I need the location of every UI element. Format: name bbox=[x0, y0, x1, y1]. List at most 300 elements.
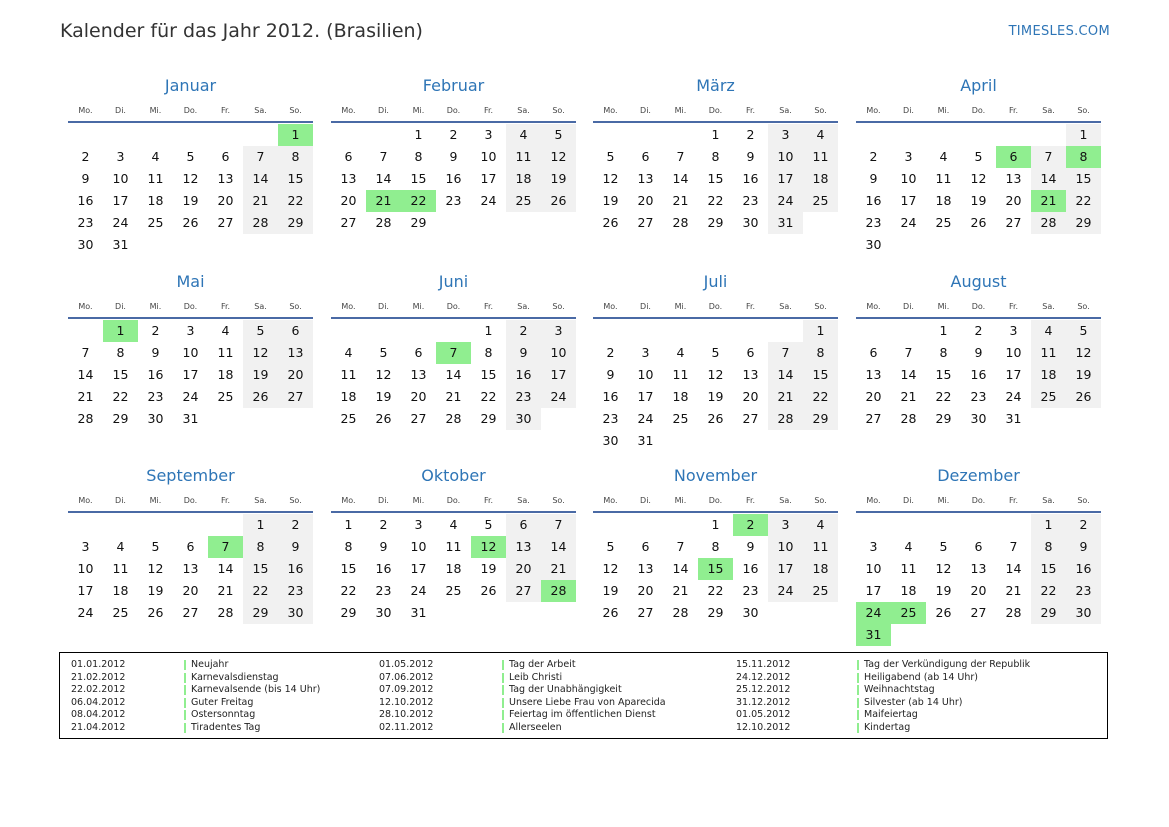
day-cell: 16 bbox=[742, 171, 759, 186]
weekday-label: Di. bbox=[378, 496, 389, 505]
day-cell: 30 bbox=[506, 408, 541, 430]
day-cell: 2 bbox=[506, 320, 541, 342]
weekday-label: Fr. bbox=[220, 496, 231, 505]
weekday-label: Do. bbox=[183, 496, 198, 505]
day-cell: 10 bbox=[865, 561, 882, 576]
weekday-label: So. bbox=[814, 302, 827, 311]
weekday-label: Sa. bbox=[517, 302, 530, 311]
day-cell: 6 bbox=[641, 149, 650, 164]
day-cell: 3 bbox=[768, 514, 803, 536]
weekday-label: So. bbox=[1077, 496, 1090, 505]
day-cell: 11 bbox=[1031, 342, 1066, 364]
legend-holiday-name bbox=[857, 709, 918, 721]
weekday-header bbox=[856, 300, 1101, 313]
day-cell: 29 bbox=[707, 605, 724, 620]
day-cell: 16 bbox=[445, 171, 462, 186]
holiday-day-cell: 8 bbox=[1066, 146, 1101, 168]
month-divider bbox=[856, 317, 1101, 319]
day-cell: 21 bbox=[672, 583, 689, 598]
day-cell: 31 bbox=[182, 411, 199, 426]
legend-marker bbox=[502, 698, 504, 708]
day-cell: 18 bbox=[147, 193, 164, 208]
day-cell: 21 bbox=[672, 193, 689, 208]
day-cell: 8 bbox=[1031, 536, 1066, 558]
weekday-label: Di. bbox=[903, 302, 914, 311]
day-cell: 12 bbox=[707, 367, 724, 382]
legend-date: 01.05.2012 bbox=[736, 709, 791, 721]
legend-holiday-label: Ostersonntag bbox=[191, 709, 256, 721]
day-cell: 23 bbox=[742, 583, 759, 598]
weekday-label: Sa. bbox=[1042, 302, 1055, 311]
weekday-label: Fr. bbox=[1008, 302, 1019, 311]
day-cell: 20 bbox=[506, 558, 541, 580]
legend-date: 07.06.2012 bbox=[379, 671, 434, 683]
day-cell: 16 bbox=[278, 558, 313, 580]
day-cell: 23 bbox=[1066, 580, 1101, 602]
weekday-label: Sa. bbox=[517, 496, 530, 505]
day-cell: 1 bbox=[711, 517, 720, 532]
month-divider bbox=[68, 317, 313, 319]
legend-holiday-name bbox=[857, 672, 978, 684]
day-cell: 4 bbox=[151, 149, 160, 164]
holiday-day-cell: 21 bbox=[1031, 190, 1066, 212]
weekday-label: Di. bbox=[378, 106, 389, 115]
day-cell: 26 bbox=[243, 386, 278, 408]
day-cell: 1 bbox=[711, 127, 720, 142]
legend-date: 07.09.2012 bbox=[379, 684, 434, 696]
day-cell: 27 bbox=[1005, 215, 1022, 230]
weekday-label: So. bbox=[289, 496, 302, 505]
day-cell: 18 bbox=[1031, 364, 1066, 386]
day-cell: 23 bbox=[375, 583, 392, 598]
month-title: März bbox=[696, 76, 735, 95]
day-cell: 6 bbox=[344, 149, 353, 164]
day-cell: 6 bbox=[221, 149, 230, 164]
day-cell: 20 bbox=[278, 364, 313, 386]
legend-marker bbox=[184, 698, 186, 708]
legend-marker bbox=[184, 660, 186, 670]
brand-link[interactable]: TIMESLES.COM bbox=[1008, 24, 1110, 39]
day-cell: 21 bbox=[900, 389, 917, 404]
legend-date: 21.04.2012 bbox=[71, 722, 126, 733]
day-cell: 2 bbox=[974, 323, 983, 338]
day-cell: 29 bbox=[1066, 212, 1101, 234]
day-cell: 12 bbox=[602, 561, 619, 576]
day-cell: 1 bbox=[1031, 514, 1066, 536]
day-cell: 24 bbox=[77, 605, 94, 620]
day-cell: 17 bbox=[112, 193, 129, 208]
legend-marker bbox=[857, 685, 859, 695]
legend-date: 22.02.2012 bbox=[71, 684, 126, 696]
weekday-label: Do. bbox=[971, 302, 986, 311]
month-divider bbox=[68, 121, 313, 123]
day-cell: 2 bbox=[278, 514, 313, 536]
day-cell: 14 bbox=[672, 561, 689, 576]
day-cell: 11 bbox=[900, 561, 917, 576]
legend-holiday-name bbox=[184, 709, 255, 721]
day-cell: 14 bbox=[541, 536, 576, 558]
day-cell: 12 bbox=[935, 561, 952, 576]
day-cell: 20 bbox=[410, 389, 427, 404]
day-cell: 29 bbox=[707, 215, 724, 230]
day-cell: 1 bbox=[803, 320, 838, 342]
day-cell: 4 bbox=[344, 345, 353, 360]
month-divider bbox=[856, 121, 1101, 123]
day-cell: 6 bbox=[278, 320, 313, 342]
day-cell: 11 bbox=[147, 171, 164, 186]
day-cell: 17 bbox=[480, 171, 497, 186]
weekday-label: Do. bbox=[971, 106, 986, 115]
day-cell: 5 bbox=[606, 149, 615, 164]
day-cell: 7 bbox=[768, 342, 803, 364]
weekday-label: Fr. bbox=[745, 106, 756, 115]
weekday-label: Do. bbox=[183, 302, 198, 311]
day-cell: 25 bbox=[445, 583, 462, 598]
month-title: Februar bbox=[422, 76, 485, 95]
weekday-header bbox=[68, 494, 313, 507]
day-cell: 13 bbox=[1005, 171, 1022, 186]
weekday-label: Mi. bbox=[149, 106, 162, 115]
day-cell: 2 bbox=[379, 517, 388, 532]
day-cell: 16 bbox=[970, 367, 987, 382]
day-cell: 31 bbox=[637, 433, 654, 448]
day-cell: 8 bbox=[711, 539, 720, 554]
day-cell: 19 bbox=[935, 583, 952, 598]
day-cell: 30 bbox=[970, 411, 987, 426]
day-cell: 29 bbox=[935, 411, 952, 426]
day-cell: 5 bbox=[186, 149, 195, 164]
day-cell: 2 bbox=[449, 127, 458, 142]
day-cell: 25 bbox=[803, 580, 838, 602]
weekday-label: Do. bbox=[446, 496, 461, 505]
weekday-header bbox=[68, 104, 313, 117]
day-cell: 3 bbox=[1009, 323, 1018, 338]
month-title: November bbox=[673, 466, 758, 485]
legend-holiday-label: Feiertag im öffentlichen Dienst bbox=[509, 709, 656, 721]
day-cell: 14 bbox=[445, 367, 462, 382]
day-cell: 30 bbox=[865, 237, 882, 252]
day-cell: 10 bbox=[637, 367, 654, 382]
weekday-label: Mi. bbox=[412, 106, 425, 115]
weekday-label: Di. bbox=[903, 496, 914, 505]
day-cell: 15 bbox=[243, 558, 278, 580]
day-cell: 25 bbox=[803, 190, 838, 212]
day-cell: 23 bbox=[865, 215, 882, 230]
day-cell: 19 bbox=[182, 193, 199, 208]
day-cell: 20 bbox=[340, 193, 357, 208]
day-cell: 22 bbox=[803, 386, 838, 408]
day-cell: 30 bbox=[602, 433, 619, 448]
day-cell: 12 bbox=[1066, 342, 1101, 364]
legend-marker bbox=[502, 660, 504, 670]
day-cell: 26 bbox=[480, 583, 497, 598]
day-cell: 26 bbox=[182, 215, 199, 230]
day-cell: 13 bbox=[637, 561, 654, 576]
day-cell: 23 bbox=[742, 193, 759, 208]
weekday-label: Fr. bbox=[483, 496, 494, 505]
day-cell: 21 bbox=[445, 389, 462, 404]
day-cell: 20 bbox=[970, 583, 987, 598]
day-cell: 28 bbox=[900, 411, 917, 426]
day-cell: 7 bbox=[1031, 146, 1066, 168]
day-cell: 4 bbox=[803, 514, 838, 536]
weekday-label: Fr. bbox=[745, 496, 756, 505]
day-cell: 5 bbox=[541, 124, 576, 146]
holiday-day-cell: 31 bbox=[856, 624, 891, 646]
weekday-header bbox=[331, 300, 576, 313]
day-cell: 19 bbox=[970, 193, 987, 208]
weekday-header bbox=[331, 104, 576, 117]
day-cell: 10 bbox=[1005, 345, 1022, 360]
weekday-label: Fr. bbox=[1008, 496, 1019, 505]
day-cell: 22 bbox=[935, 389, 952, 404]
day-cell: 15 bbox=[278, 168, 313, 190]
day-cell: 10 bbox=[77, 561, 94, 576]
day-cell: 27 bbox=[340, 215, 357, 230]
day-cell: 25 bbox=[1031, 386, 1066, 408]
day-cell: 24 bbox=[637, 411, 654, 426]
weekday-label: Sa. bbox=[779, 106, 792, 115]
day-cell: 17 bbox=[900, 193, 917, 208]
day-cell: 28 bbox=[217, 605, 234, 620]
day-cell: 31 bbox=[410, 605, 427, 620]
day-cell: 26 bbox=[707, 411, 724, 426]
day-cell: 14 bbox=[768, 364, 803, 386]
weekday-label: Mi. bbox=[412, 302, 425, 311]
day-cell: 10 bbox=[768, 146, 803, 168]
day-cell: 24 bbox=[900, 215, 917, 230]
day-cell: 3 bbox=[541, 320, 576, 342]
day-cell: 7 bbox=[904, 345, 913, 360]
day-cell: 13 bbox=[970, 561, 987, 576]
day-cell: 9 bbox=[151, 345, 160, 360]
weekday-label: So. bbox=[552, 302, 565, 311]
day-cell: 3 bbox=[904, 149, 913, 164]
weekday-label: Do. bbox=[708, 302, 723, 311]
day-cell: 23 bbox=[602, 411, 619, 426]
day-cell: 10 bbox=[410, 539, 427, 554]
day-cell: 15 bbox=[803, 364, 838, 386]
day-cell: 24 bbox=[541, 386, 576, 408]
month-divider bbox=[593, 317, 838, 319]
day-cell: 1 bbox=[414, 127, 423, 142]
day-cell: 2 bbox=[81, 149, 90, 164]
day-cell: 23 bbox=[278, 580, 313, 602]
day-cell: 1 bbox=[344, 517, 353, 532]
day-cell: 11 bbox=[803, 536, 838, 558]
month-divider bbox=[593, 121, 838, 123]
day-cell: 22 bbox=[278, 190, 313, 212]
day-cell: 13 bbox=[865, 367, 882, 382]
day-cell: 12 bbox=[602, 171, 619, 186]
weekday-header bbox=[856, 494, 1101, 507]
legend-holiday-label: Karnevalsdienstag bbox=[191, 671, 279, 683]
day-cell: 24 bbox=[768, 580, 803, 602]
weekday-label: Sa. bbox=[517, 106, 530, 115]
holiday-day-cell: 7 bbox=[208, 536, 243, 558]
day-cell: 7 bbox=[541, 514, 576, 536]
day-cell: 1 bbox=[243, 514, 278, 536]
weekday-label: Mi. bbox=[937, 302, 950, 311]
legend-date: 01.01.2012 bbox=[71, 659, 126, 670]
day-cell: 25 bbox=[217, 389, 234, 404]
legend-marker bbox=[502, 685, 504, 695]
weekday-label: So. bbox=[552, 496, 565, 505]
day-cell: 9 bbox=[1066, 536, 1101, 558]
month-title: Dezember bbox=[937, 466, 1020, 485]
holiday-day-cell: 1 bbox=[103, 320, 138, 342]
day-cell: 27 bbox=[970, 605, 987, 620]
day-cell: 14 bbox=[1031, 168, 1066, 190]
month-divider bbox=[331, 511, 576, 513]
day-cell: 6 bbox=[186, 539, 195, 554]
weekday-label: Mi. bbox=[937, 496, 950, 505]
weekday-label: Mo. bbox=[866, 302, 881, 311]
weekday-label: Di. bbox=[640, 106, 651, 115]
day-cell: 15 bbox=[480, 367, 497, 382]
day-cell: 16 bbox=[147, 367, 164, 382]
day-cell: 17 bbox=[865, 583, 882, 598]
day-cell: 9 bbox=[506, 342, 541, 364]
day-cell: 4 bbox=[116, 539, 125, 554]
day-cell: 13 bbox=[506, 536, 541, 558]
day-cell: 12 bbox=[541, 146, 576, 168]
day-cell: 26 bbox=[970, 215, 987, 230]
legend-marker bbox=[184, 723, 186, 733]
day-cell: 11 bbox=[217, 345, 234, 360]
day-cell: 2 bbox=[869, 149, 878, 164]
day-cell: 3 bbox=[116, 149, 125, 164]
legend-holiday-label: Tag der Unabhängigkeit bbox=[509, 684, 622, 696]
day-cell: 25 bbox=[147, 215, 164, 230]
day-cell: 4 bbox=[904, 539, 913, 554]
day-cell: 14 bbox=[217, 561, 234, 576]
day-cell: 18 bbox=[217, 367, 234, 382]
day-cell: 15 bbox=[707, 171, 724, 186]
day-cell: 21 bbox=[217, 583, 234, 598]
day-cell: 22 bbox=[480, 389, 497, 404]
day-cell: 15 bbox=[935, 367, 952, 382]
day-cell: 9 bbox=[869, 171, 878, 186]
day-cell: 29 bbox=[410, 215, 427, 230]
legend-holiday-name bbox=[502, 659, 576, 671]
day-cell: 3 bbox=[484, 127, 493, 142]
legend-holiday-name bbox=[184, 659, 228, 671]
day-cell: 26 bbox=[375, 411, 392, 426]
day-cell: 20 bbox=[217, 193, 234, 208]
weekday-label: Fr. bbox=[1008, 106, 1019, 115]
weekday-label: Mi. bbox=[149, 302, 162, 311]
day-cell: 13 bbox=[410, 367, 427, 382]
weekday-label: Di. bbox=[378, 302, 389, 311]
weekday-label: Fr. bbox=[483, 302, 494, 311]
day-cell: 7 bbox=[81, 345, 90, 360]
month-title: Juli bbox=[703, 272, 728, 291]
day-cell: 14 bbox=[243, 168, 278, 190]
legend-holiday-name bbox=[184, 722, 260, 734]
legend-holiday-label: Tag der Verkündigung der Republik bbox=[864, 659, 1031, 670]
day-cell: 18 bbox=[672, 389, 689, 404]
day-cell: 12 bbox=[243, 342, 278, 364]
weekday-label: Mo. bbox=[603, 496, 618, 505]
day-cell: 23 bbox=[970, 389, 987, 404]
day-cell: 13 bbox=[637, 171, 654, 186]
legend-holiday-name bbox=[502, 722, 562, 734]
day-cell: 1 bbox=[484, 323, 493, 338]
weekday-label: Mo. bbox=[603, 302, 618, 311]
day-cell: 20 bbox=[637, 193, 654, 208]
day-cell: 30 bbox=[742, 215, 759, 230]
day-cell: 10 bbox=[112, 171, 129, 186]
day-cell: 12 bbox=[147, 561, 164, 576]
legend-marker bbox=[857, 673, 859, 683]
day-cell: 6 bbox=[974, 539, 983, 554]
day-cell: 15 bbox=[340, 561, 357, 576]
day-cell: 24 bbox=[182, 389, 199, 404]
day-cell: 20 bbox=[865, 389, 882, 404]
day-cell: 9 bbox=[379, 539, 388, 554]
weekday-label: Mo. bbox=[603, 106, 618, 115]
legend-holiday-name bbox=[857, 697, 963, 709]
holiday-day-cell: 12 bbox=[471, 536, 506, 558]
month-divider bbox=[856, 511, 1101, 513]
day-cell: 9 bbox=[606, 367, 615, 382]
day-cell: 5 bbox=[711, 345, 720, 360]
weekday-label: Do. bbox=[446, 106, 461, 115]
day-cell: 13 bbox=[742, 367, 759, 382]
day-cell: 18 bbox=[506, 168, 541, 190]
day-cell: 25 bbox=[112, 605, 129, 620]
weekday-label: Do. bbox=[446, 302, 461, 311]
legend-date: 24.12.2012 bbox=[736, 671, 791, 683]
day-cell: 27 bbox=[637, 215, 654, 230]
page-title: Kalender für das Jahr 2012. (Brasilien) bbox=[60, 20, 423, 42]
month-title: Oktober bbox=[421, 466, 486, 485]
weekday-label: Mo. bbox=[341, 496, 356, 505]
day-cell: 28 bbox=[768, 408, 803, 430]
day-cell: 28 bbox=[243, 212, 278, 234]
day-cell: 5 bbox=[939, 539, 948, 554]
day-cell: 21 bbox=[1005, 583, 1022, 598]
day-cell: 25 bbox=[935, 215, 952, 230]
holiday-day-cell: 25 bbox=[891, 602, 926, 624]
day-cell: 29 bbox=[340, 605, 357, 620]
legend-date: 12.10.2012 bbox=[736, 722, 791, 733]
day-cell: 12 bbox=[182, 171, 199, 186]
day-cell: 3 bbox=[81, 539, 90, 554]
day-cell: 5 bbox=[379, 345, 388, 360]
day-cell: 4 bbox=[449, 517, 458, 532]
day-cell: 26 bbox=[935, 605, 952, 620]
weekday-label: Di. bbox=[640, 496, 651, 505]
weekday-label: Mo. bbox=[341, 302, 356, 311]
legend-holiday-name bbox=[502, 697, 666, 709]
holiday-day-cell: 28 bbox=[541, 580, 576, 602]
day-cell: 5 bbox=[151, 539, 160, 554]
holiday-day-cell: 24 bbox=[856, 602, 891, 624]
month-title: Juni bbox=[438, 272, 469, 291]
day-cell: 5 bbox=[484, 517, 493, 532]
legend-date: 31.12.2012 bbox=[736, 696, 791, 708]
weekday-label: Mi. bbox=[674, 302, 687, 311]
day-cell: 14 bbox=[672, 171, 689, 186]
day-cell: 27 bbox=[742, 411, 759, 426]
day-cell: 27 bbox=[278, 386, 313, 408]
day-cell: 17 bbox=[768, 168, 803, 190]
weekday-label: Fr. bbox=[483, 106, 494, 115]
day-cell: 1 bbox=[1066, 124, 1101, 146]
day-cell: 24 bbox=[410, 583, 427, 598]
